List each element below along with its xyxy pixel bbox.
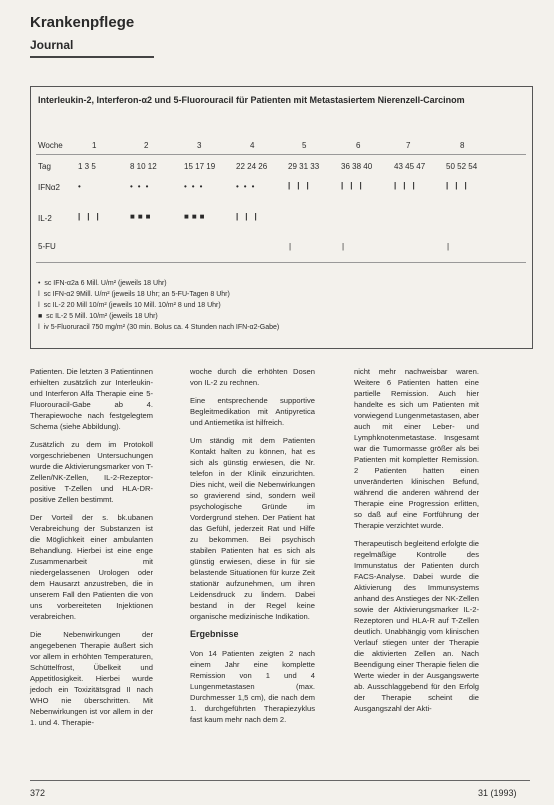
paragraph: woche durch die erhöhten Dosen von IL-2 zu rechnen. [190, 367, 315, 387]
ifn-week5-symbols: ||| [288, 181, 316, 190]
days-7: 43 45 47 [394, 162, 426, 171]
row-label-il2: IL-2 [38, 214, 52, 223]
week-5: 5 [302, 141, 307, 150]
figure-title: Interleukin-2, Interferon-α2 und 5-Fluorouracil für Patienten mit Metastasiertem Nierenzell-Carcinom [38, 95, 465, 105]
days-8: 50 52 54 [446, 162, 478, 171]
ifn-week3-symbols: ••• [184, 182, 208, 191]
legend-text-5: iv 5-Fluoruracil 750 mg/m² (30 min. Bolus ca. 4 Stunden nach IFN-α2-Gabe) [43, 324, 280, 331]
week-7: 7 [406, 141, 411, 150]
legend-text-3: sc IL-2 20 Mill 10/m² (jeweils 10 Mill. 10/m² 8 und 18 Uhr) [43, 302, 221, 309]
legend-item: ǀ sc IL-2 20 Mill 10/m² (jeweils 10 Mill. 10/m² 8 und 18 Uhr) [38, 302, 221, 309]
week-1: 1 [92, 141, 97, 150]
days-1: 1 3 5 [78, 162, 96, 171]
legend-item: • sc IFN-α2a 6 Mill. U/m² (jeweils 18 Uhr) [38, 280, 167, 287]
text-column-2 [190, 366, 315, 732]
journal-title: Krankenpflege [30, 14, 135, 31]
header-rule [30, 56, 154, 58]
days-6: 36 38 40 [341, 162, 373, 171]
il2-week4-symbols: ||| [236, 212, 264, 221]
paragraph: Patienten. Die letzten 3 Patientinnen erhielten zusätzlich zur Interleukin- und Interferon Alfa Therapie eine 5-Fluorouracil-Gabe ab 4. Therapiewoche nach festgelegtem Schema (siehe Abbildung). [30, 367, 153, 431]
legend-item: ■ sc IL-2 5 Mill. 10/m² (jeweils 18 Uhr) [38, 313, 158, 320]
paragraph: nicht mehr nachweisbar waren. Weitere 6 Patienten hatten eine partielle Remission. Auch hier handelte es sich um Patienten mit vorwiegend Lungenmetastasen, aber auch mit einer Leber- und Lymphknotenmetastase. Insgesamt war die Tumormasse größer als bei Patienten mit kompletter Remission. 2 Patienten hatten einen unveränderten klinischen Befund, während die anderen während der Therapie eine Progression erlitten, so daß auf eine Fortführung der Therapie verzichtet wurde. [354, 367, 479, 530]
footer-rule [30, 780, 530, 781]
issue-label: 31 (1993) [478, 788, 517, 798]
ifn-week7-symbols: ||| [394, 181, 422, 190]
week-2: 2 [144, 141, 149, 150]
paragraph: Zusätzlich zu dem im Protokoll vorgeschriebenen Untersuchungen wurde die Aktivierungsmarker von T-Zellen/NK-Zellen, IL-2-Rezeptor-positive T-Zellen und HLA-DR-positive Zellen bestimmt. [30, 440, 153, 504]
week-8: 8 [460, 141, 465, 150]
legend-item: ǀ sc IFN-α2 9Mill. U/m² (jeweils 18 Uhr; an 5-FU-Tagen 8 Uhr) [38, 291, 230, 298]
row-label-ifn: IFNα2 [38, 183, 60, 192]
paragraph: Der Vorteil der s. bk.ubanen Verabreichung der Substanzen ist die Möglichkeit einer ambulanten Behandlung. Hierbei ist eine enge Zusammenarbeit mit niedergelassenen Urologen oder dem Hausarzt anzustreben, die in unserem Fall den Patienten die von uns vorbereiteten Injektionen verabreichen. [30, 513, 153, 621]
week-separator [36, 154, 526, 155]
fu-week6-symbol: | [342, 242, 345, 251]
text-column-1 [30, 366, 153, 735]
tag-label: Tag [38, 162, 51, 171]
week-3: 3 [197, 141, 202, 150]
fu-week8-symbol: | [447, 242, 450, 251]
paragraph: Therapeutisch begleitend erfolgte die regelmäßige Kontrolle des Immunstatus der Patienten durch FACS-Analyse. Dabei wurde die Aktivierung des Immunsystems anhand des Anstieges der NK-Zellen sowie der Aktivierungsmarker IL-2-Rezeptoren und HLA-R auf T-Zellen deutlich. Unabhängig vom klinischen Verlauf stiegen unter der Therapie die aktivierten Zellen an. Nach Beendigung einer Therapie fielen die Werte wieder in der Ausgangswerte ab. Ausschlaggebend für den Erfolg der Therapie scheint die Ausgangszahl der Akti- [354, 539, 479, 713]
paragraph: Um ständig mit dem Patienten Kontakt halten zu können, hat es sich als günstig erwiesen, die Nr. telefon in der Klinik einzurichten. Dies nicht, weil die Nebenwirkungen so gravierend sind, sondern weil psychologische Gründe im Vordergrund stehen. Der Patient hat das Gefühl, jederzeit Rat und Hilfe zu bekommen. Bei psychisch stabilen Patienten hat es sich als günstig erwiesen, diese in für sie belastende Situationen für kurze Zeit stationär aufzunehmen, um ihren Leidensdruck zu lindern. Dabei bestand in der Regel keine organische medizinische Indikation. [190, 436, 315, 621]
ifn-week4-symbols: ••• [236, 182, 260, 191]
legend-item: ǀ iv 5-Fluoruracil 750 mg/m² (30 min. Bolus ca. 4 Stunden nach IFN-α2-Gabe) [38, 324, 280, 331]
il2-week2-symbols: ■■■ [130, 212, 154, 221]
row-label-5fu: 5-FU [38, 242, 56, 251]
days-4: 22 24 26 [236, 162, 268, 171]
page-number: 372 [30, 788, 46, 798]
ifn-week8-symbols: ||| [446, 181, 474, 190]
paragraph: Von 14 Patienten zeigten 2 nach einem Jahr eine komplette Remission von 1 und 4 Lungenmetastasen (max. Durchmesser 1,5 cm), die nach dem 1. durchgeführten Therapiezyklus fast kaum mehr nach dem 2. [190, 649, 315, 724]
il2-week3-symbols: ■■■ [184, 212, 208, 221]
week-4: 4 [250, 141, 255, 150]
legend-separator [36, 262, 526, 263]
ifn-week6-symbols: ||| [341, 181, 369, 190]
ifn-week1-symbols: • [78, 182, 81, 191]
fu-week5-symbol: | [289, 242, 292, 251]
woche-label: Woche [38, 141, 63, 150]
paragraph: Eine entsprechende supportive Begleitmedikation mit Antipyretica und Antiemetika ist hilfreich. [190, 396, 315, 427]
ifn-week2-symbols: ••• [130, 182, 154, 191]
days-3: 15 17 19 [184, 162, 216, 171]
week-6: 6 [356, 141, 361, 150]
legend-text-1: sc IFN-α2a 6 Mill. U/m² (jeweils 18 Uhr) [44, 280, 167, 287]
journal-subtitle: Journal [30, 38, 74, 52]
section-heading: Ergebnisse [190, 629, 239, 639]
il2-week1-symbols: ||| [78, 212, 106, 221]
legend-text-4: sc IL-2 5 Mill. 10/m² (jeweils 18 Uhr) [46, 313, 158, 320]
legend-text-2: sc IFN-α2 9Mill. U/m² (jeweils 18 Uhr; an 5-FU-Tagen 8 Uhr) [43, 291, 230, 298]
days-2: 8 10 12 [130, 162, 157, 171]
paragraph: Die Nebenwirkungen der angegebenen Therapie äußert sich vor allem in erhöhten Temperaturen, Schüttelfrost, Übelkeit und Appetitlosigkeit. Hierbei wurde jedoch ein Toxizitätsgrad II nach WHO nie überschritten. Mit Nebenwirkungen ist vor allem in der 1. und 4. Therapie- [30, 630, 153, 727]
text-column-3 [354, 366, 479, 721]
days-5: 29 31 33 [288, 162, 320, 171]
